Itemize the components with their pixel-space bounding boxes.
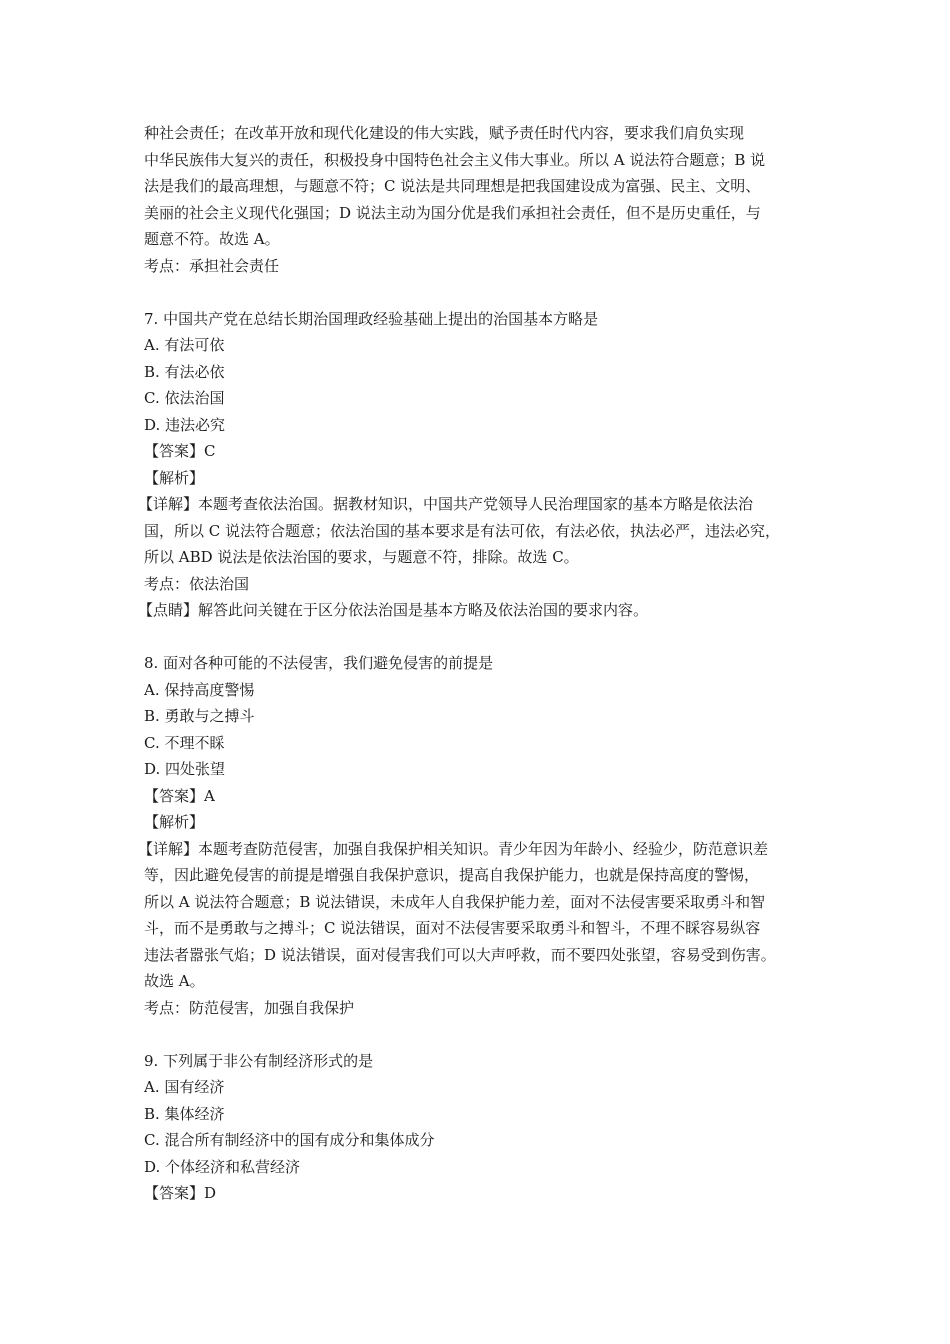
intro-line: 美丽的社会主义现代化强国；D 说法主动为国分优是我们承担社会责任，但不是历史重任，与 [144,203,761,222]
q7-detail-line: 所以 ABD 说法是依法治国的要求，与题意不符，排除。故选 C。 [144,548,579,566]
q9-option-b: B. 集体经济 [144,1104,225,1123]
question-9 [144,1048,824,1207]
q7-question: 7. 中国共产党在总结长期治国理政经验基础上提出的治国基本方略是 [144,309,599,328]
intro-kaodian: 考点：承担社会责任 [144,256,280,275]
q8-option-c: C. 不理不睬 [144,733,225,752]
q8-detail-line: 故选 A。 [144,972,205,990]
question-7 [138,306,824,624]
q8-detail-line: 等，因此避免侵害的前提是增强自我保护意识，提高自我保护能力，也就是保持高度的警惕， [144,866,760,884]
spacer [144,1021,824,1048]
q8-option-d: D. 四处张望 [144,760,226,778]
q7-option-a: A. 有法可依 [144,336,225,354]
q7-option-c: C. 依法治国 [144,389,225,407]
intro-line: 种社会责任；在改革开放和现代化建设的伟大实践，赋予责任时代内容，要求我们肩负实现 [144,124,745,142]
q8-answer: 【答案】A [144,786,215,805]
q7-option-d: D. 违法必究 [144,415,226,434]
q8-detail-line: 违法者嚣张气焰；D 说法错误，面对侵害我们可以大声呼救，而不要四处张望，容易受到伤害。 [144,945,776,964]
q8-question: 8. 面对各种可能的不法侵害，我们避免侵害的前提是 [144,654,494,672]
question-8 [138,650,824,1021]
q7-dianjing: 【点睛】解答此问关键在于区分依法治国是基本方略及依法治国的要求内容。 [138,601,649,619]
q9-answer: 【答案】D [144,1184,217,1202]
spacer [144,279,824,306]
q9-option-a: A. 国有经济 [144,1078,225,1096]
intro-paragraph [144,120,824,253]
q8-option-b: B. 勇敢与之搏斗 [144,707,255,725]
q8-option-a: A. 保持高度警惕 [144,680,255,699]
intro-line: 题意不符。故选 A。 [144,230,280,248]
q9-option-c: C. 混合所有制经济中的国有成分和集体成分 [144,1131,435,1149]
intro-line: 中华民族伟大复兴的责任，积极投身中国特色社会主义伟大事业。所以 A 说法符合题意；B 说 [144,150,766,169]
q9-option-d: D. 个体经济和私营经济 [144,1157,301,1176]
spacer [144,624,824,651]
q8-analysis-label: 【解析】 [144,813,205,831]
document-content [138,120,824,1207]
q7-option-b: B. 有法必依 [144,362,225,381]
q7-analysis-label: 【解析】 [144,468,205,487]
q7-detail-line: 国，所以 C 说法符合题意；依法治国的基本要求是有法可依，有法必依，执法必严，违法必究， [144,521,781,540]
q8-kaodian: 考点：防范侵害，加强自我保护 [144,998,355,1017]
q7-detail-line: 【详解】本题考查依法治国。据教材知识，中国共产党领导人民治理国家的基本方略是依法治 [138,495,754,513]
q8-detail-line: 所以 A 说法符合题意；B 说法错误，未成年人自我保护能力差，面对不法侵害要采取勇斗和智 [144,892,766,911]
q8-detail-line: 斗，而不是勇敢与之搏斗；C 说法错误，面对不法侵害要采取勇斗和智斗，不理不睬容易纵容 [144,919,761,937]
q7-kaodian: 考点：依法治国 [144,574,250,593]
q9-question: 9. 下列属于非公有制经济形式的是 [144,1051,374,1070]
q7-answer: 【答案】C [144,442,216,460]
q8-detail-line: 【详解】本题考查防范侵害，加强自我保护相关知识。青少年因为年龄小、经验少，防范意识差 [138,839,769,858]
intro-line: 法是我们的最高理想，与题意不符；C 说法是共同理想是把我国建设成为富强、民主、文明、 [144,177,761,195]
